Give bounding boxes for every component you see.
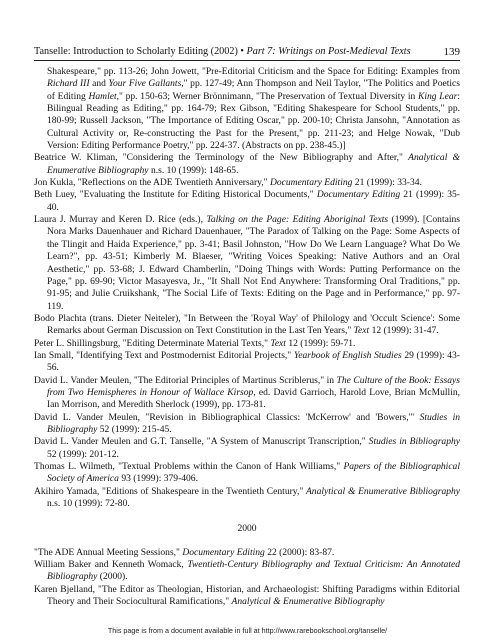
header-rule (34, 60, 460, 61)
bibliography-entry: William Baker and Kenneth Womack, Twentieth-Century Bibliography and Textual Criticism: An Annotated Bibliography (2000). (34, 559, 460, 583)
header-right: Part 7: Writings on Post-Medieval Texts (246, 46, 411, 57)
header-bullet: • (240, 46, 244, 57)
bibliography-entry: Thomas L. Wilmeth, "Textual Problems within the Canon of Hank Williams," Papers of the Bibliographical Society of America 93 (1999): 379-406. (34, 461, 460, 485)
page-footer: This page is from a document available in full at http://www.rarebookschool.org/tanselle/ (107, 626, 388, 635)
bibliography-entry: Akihiro Yamada, "Editions of Shakespeare in the Twentieth Century," Analytical & Enumerative Bibliography n.s. 10 (1999): 72-80. (34, 485, 460, 510)
bibliography-entry: Bodo Plachta (trans. Dieter Neiteler), "In Between the 'Royal Way' of Philology and 'Occult Science': Some Remarks about German Discussion on Text Constitution in the Last Ten Years," Text 12 (1999): 31-47. (34, 312, 460, 337)
year-heading: 2000 (237, 523, 257, 535)
bibliography-entry: Jon Kukla, "Reflections on the ADE Twentieth Anniversary," Documentary Editing 21 (1999): 33-34. (34, 177, 422, 189)
entries-1999 (34, 66, 460, 510)
page-number: 139 (443, 46, 460, 58)
bibliography-entry: Shakespeare," pp. 113-26; John Jowett, "Pre-Editorial Criticism and the Space for Editing: Examples from Richard III and Your Five Gallants," pp. 127-49; Ann Thompson and Neil Taylor, "The Politics and Poetics of Editing Hamlet," pp. 150-63; Werner Brönnimann, "The Preservation of Textual Diversity in King Lear: Bilingual Reading as Editing," pp. 164-79; Rex Gibson, "Editing Shakespeare for School Students," pp. 180-99; Russell Jackson, "The Importance of Editing Oscar," pp. 200-10; Christa Jansohn, "Annotation as Cultural Activity or, Re-constructing the Past for the Present," pp. 211-23; and Helge Nowak, "Dub Version: Editing Performance Poetry," pp. 224-37. (Abstracts on pp. 238-45.)] (47, 66, 460, 152)
entries-2000 (34, 547, 460, 609)
bibliography-entry: Karen Bjelland, "The Editor as Theologian, Historian, and Archaeologist: Shifting Paradigms within Editorial Theory and Their Sociocultural Ramifications," Analytical & Enumerative Bibliography (34, 583, 460, 608)
bibliography-entry: Laura J. Murray and Keren D. Rice (eds.), Talking on the Page: Editing Aboriginal Texts (1999). [Contains Nora Marks Dauenhauer and Richard Dauenhauer, "The Paradox of Talking on the Page: Some Aspects of the Tlingit and Haida Experience," pp. 3-41; Basil Johnston, "How Do We Learn Language? What Do We Learn?", pp. 43-51; Kimberly M. Blaeser, "Writing Voices Speaking: Native Authors and an Oral Aesthetic," pp. 53-68; J. Edward Chamberlin, "Doing Things with Words: Putting Performance on the Page," pp. 69-90; Victor Masayesva, Jr., "It Shall Not End Anywhere: Transforming Oral Traditions," pp. 91-95; and Julie Cruikshank, "The Social Life of Texts: Editing on the Page and in Performance," pp. 97-119. (34, 214, 460, 312)
bibliography-entry: David L. Vander Meulen and G.T. Tanselle, "A System of Manuscript Transcription," Studies in Bibliography 52 (1999): 201-12. (34, 436, 460, 460)
bibliography-entry: David L. Vander Meulen, "Revision in Bibliographical Classics: 'McKerrow' and 'Bowers,'" Studies in Bibliography 52 (1999): 215-45. (34, 411, 460, 435)
bibliography-entry: Peter L. Shillingsburg, "Editing Determinate Material Texts," Text 12 (1999): 59-71. (34, 337, 356, 349)
bibliography-entry: Beth Luey, "Evaluating the Institute for Editing Historical Documents," Documentary Editing 21 (1999): 35-40. (34, 189, 460, 213)
header-title (34, 46, 411, 58)
bibliography-body (34, 66, 460, 608)
header-left: Tanselle: Introduction to Scholarly Editing (2002) (34, 46, 238, 57)
bibliography-entry: Ian Small, "Identifying Text and Postmodernist Editorial Projects," Yearbook of English Studies 29 (1999): 43-56. (34, 349, 460, 374)
bibliography-entry: "The ADE Annual Meeting Sessions," Documentary Editing 22 (2000): 83-87. (34, 546, 335, 558)
bibliography-entry: Beatrice W. Kliman, "Considering the Terminology of the New Bibliography and After," Analytical & Enumerative Bibliography n.s. 10 (1999): 148-65. (34, 152, 460, 176)
bibliography-entry: David L. Vander Meulen, "The Editorial Principles of Martinus Scriblerus," in The Culture of the Book: Essays from Two Hemispheres in Honour of Wallace Kirsop, ed. David Garrioch, Harold Love, Brian McMullin, Ian Morrison, and Meredith Sherlock (1999), pp. 173-81. (34, 374, 461, 411)
